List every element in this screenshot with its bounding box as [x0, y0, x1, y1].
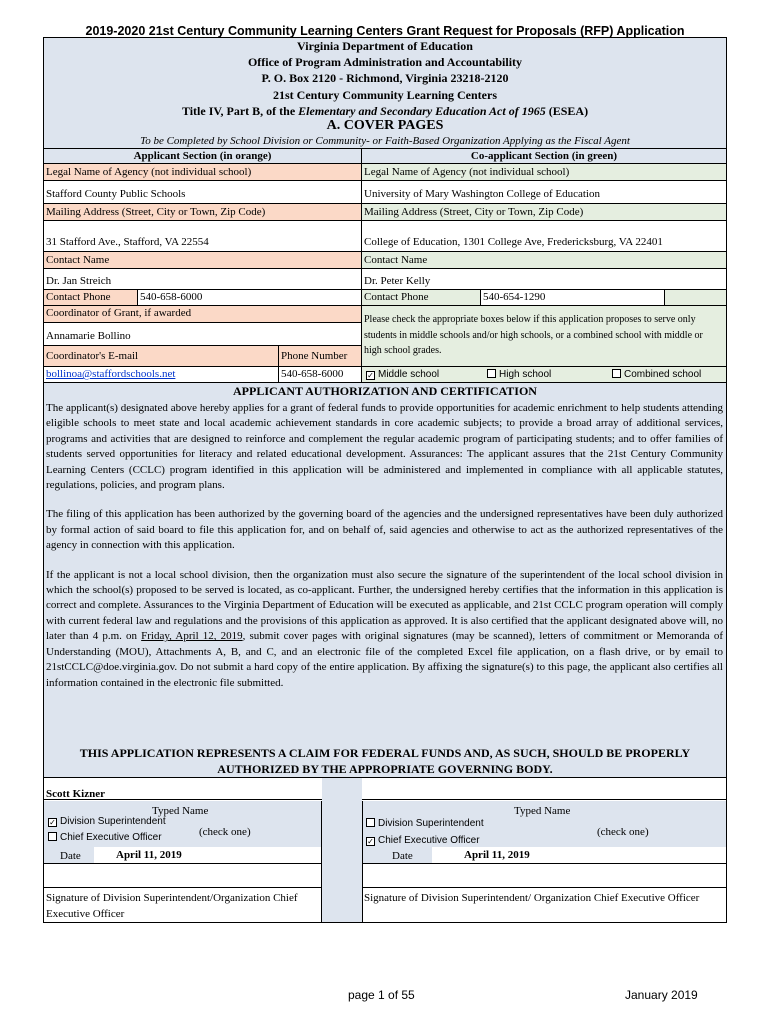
coapplicant-phone-label: Contact Phone [362, 290, 481, 306]
coapplicant-address[interactable]: College of Education, 1301 College Ave, Fredericksburg, VA 22401 [362, 221, 726, 252]
applicant-contact[interactable]: Dr. Jan Streich [44, 269, 362, 290]
subtitle: To be Completed by School Division or Community- or Faith-Based Organization Applying as the Fiscal Agent [44, 134, 726, 148]
applicant-signature-line[interactable] [44, 863, 322, 887]
middle-school-label: Middle school [378, 369, 440, 380]
coordinator-name[interactable]: Annamarie Bollino [44, 323, 362, 346]
coordinator-email-label: Coordinator's E-mail [44, 346, 279, 367]
header-line: 21st Century Community Learning Centers [273, 87, 497, 102]
applicant-ceo-check-icon [48, 832, 57, 841]
coordinator-phone[interactable]: 540-658-6000 [279, 367, 362, 383]
combined-school-checkbox[interactable] [612, 367, 701, 383]
coapplicant-signature-line[interactable] [362, 863, 726, 887]
applicant-legal-name[interactable]: Stafford County Public Schools [44, 181, 362, 204]
applicant-division-checkbox[interactable] [48, 816, 166, 827]
deadline-date: Friday, April 12, 2019 [141, 630, 243, 643]
coapplicant-date[interactable]: April 11, 2019 [432, 847, 726, 863]
signature-divider-left [321, 801, 322, 922]
certification-paragraph-2: The filing of this application has been authorized by the governing board of the agencies and the undersigned representatives have been duly authorized by formal action of said board to file this application for, and on behalf of, said agencies and otherwise to act as the authorized representatives of the agency in connection with this application. [46, 508, 723, 552]
high-school-label: High school [499, 369, 552, 380]
certification-block [44, 383, 726, 777]
header-line: Office of Program Administration and Accountability [247, 55, 523, 70]
coapplicant-division-checkbox[interactable] [366, 818, 484, 829]
applicant-signature-label: Signature of Division Superintendent/Organization Chief Executive Officer [44, 887, 322, 922]
coapplicant-typed-name-label: Typed Name [514, 805, 571, 817]
middle-school-checkbox[interactable] [366, 367, 439, 383]
schools-note: Please check the appropriate boxes below if this application proposes to serve only students in middle schools and/or high schools, or a combined school with middle or high school grades. [362, 306, 726, 367]
combined-school-label: Combined school [624, 369, 702, 380]
certification-paragraph-3: If the applicant is not a local school division, then the organization must also secure the signature of the superintendent of the local school division in which the school(s) proposed to be served is located, as co-applicant. Further, the undersigned hereby certifies that the information in this application is correct and complete. Assurances to the Virginia Department of Education will be executed as applicable, and 21st CCLC program operation will comply with current federal law and regulations and the provisions of this application as approved. It is also certified that the applicant designated above will, no later than 4 p.m. on Friday, April 12, 2019, submit cover pages with original signatures (may be scanned), letters of commitment or Memoranda of Understanding (MOU), Attachments A, B, and C, and an electronic file of the completed Excel file application, on a flash drive, or by email to 21stCCLC@doe.virginia.gov. Do not submit a hard copy of the entire application. By affixing the signature(s) to this page, the applicant also certifies all information contained in the electronic file submitted. [46, 568, 723, 689]
coapplicant-section-header: Co-applicant Section (in green) [362, 148, 726, 164]
section-title: A. COVER PAGES [326, 118, 444, 134]
coapplicant-ceo-checkbox[interactable] [366, 835, 480, 846]
high-school-checkbox[interactable] [487, 367, 551, 383]
applicant-typed-name-panel [44, 801, 322, 863]
school-type-row [362, 367, 726, 383]
federal-claim-notice: THIS APPLICATION REPRESENTS A CLAIM FOR FEDERAL FUNDS AND, AS SUCH, SHOULD BE PROPERLY AUTHORIZED BY THE APPROPRIATE GOVERNING BODY. [79, 746, 691, 776]
signature-name-row [44, 777, 726, 800]
applicant-typed-name-label: Typed Name [152, 805, 209, 817]
applicant-date[interactable]: April 11, 2019 [94, 847, 322, 863]
coapplicant-phone[interactable]: 540-654-1290 [481, 290, 665, 306]
coapplicant-address-label: Mailing Address (Street, City or Town, Zip Code) [362, 204, 726, 221]
document-title: 2019-2020 21st Century Community Learning Centers Grant Request for Proposals (RFP) Application [85, 24, 685, 38]
header-block [44, 38, 726, 135]
coapplicant-contact-label: Contact Name [362, 252, 726, 269]
applicant-division-check-icon: ✓ [49, 818, 56, 827]
applicant-contact-label: Contact Name [44, 252, 362, 269]
coapplicant-ceo-check-icon: ✓ [367, 837, 374, 846]
header-line: P. O. Box 2120 - Richmond, Virginia 23218-2120 [261, 71, 509, 86]
coapplicant-division-check-icon [366, 818, 375, 827]
coordinator-email-link[interactable]: bollinoa@staffordschools.net [46, 368, 176, 380]
certification-heading: APPLICANT AUTHORIZATION AND CERTIFICATION [233, 384, 537, 398]
coordinator-phone-label: Phone Number [279, 346, 362, 367]
applicant-date-label: Date [60, 850, 81, 862]
coapplicant-ceo-label: Chief Executive Officer [378, 835, 480, 846]
applicant-division-label: Division Superintendent [60, 816, 166, 827]
coapplicant-division-label: Division Superintendent [378, 818, 484, 829]
page-number: page 1 of 55 [348, 988, 415, 1002]
header-line: Virginia Department of Education [297, 39, 473, 53]
coapplicant-legal-name[interactable]: University of Mary Washington College of Education [362, 181, 726, 204]
high-school-check-icon [487, 369, 496, 378]
applicant-check-one: (check one) [199, 826, 251, 838]
coordinator-email[interactable] [44, 367, 279, 383]
coapplicant-check-one: (check one) [597, 826, 649, 838]
applicant-address[interactable]: 31 Stafford Ave., Stafford, VA 22554 [44, 221, 362, 252]
applicant-ceo-label: Chief Executive Officer [60, 832, 162, 843]
applicant-typed-name[interactable]: Scott Kizner [46, 788, 105, 800]
footer-date: January 2019 [625, 988, 698, 1002]
coordinator-label: Coordinator of Grant, if awarded [44, 306, 362, 323]
applicant-section-header: Applicant Section (in orange) [44, 148, 362, 164]
phone-ext-cell [665, 290, 726, 306]
coapplicant-typed-name-panel [362, 801, 726, 863]
signature-divider-right [362, 801, 363, 922]
signature-divider-column [322, 777, 362, 922]
coapplicant-signature-label: Signature of Division Superintendent/ Organization Chief Executive Officer [362, 887, 726, 922]
coapplicant-date-label: Date [392, 850, 413, 862]
middle-school-check-icon: ✓ [367, 371, 374, 380]
act-title: Title IV, Part B, of the Elementary and Secondary Education Act of 1965 (ESEA) [181, 103, 589, 118]
certification-paragraph-1: The applicant(s) designated above hereby applies for a grant of federal funds to provide opportunities for academic enrichment to help students attending eligible schools to meet state and local academic achievement standards in core academic subjects; to provide a broad array of additional services, programs and activities that are designed to reinforce and complement the regular academic program of participating students; and to offer families of students served opportunities for literacy and related educational development. Assurances: The applicant assures that the 21st Century Community Learning Centers (CCLC) program identified in this application will be administered and implemented in compliance with all applicable statutes, regulations, policies, and program plans. [46, 402, 723, 492]
coapplicant-contact[interactable]: Dr. Peter Kelly [362, 269, 726, 290]
applicant-phone[interactable]: 540-658-6000 [138, 290, 362, 306]
coapplicant-legal-name-label: Legal Name of Agency (not individual school) [362, 164, 726, 181]
applicant-ceo-checkbox[interactable] [48, 832, 162, 843]
combined-school-check-icon [612, 369, 621, 378]
applicant-phone-label: Contact Phone [44, 290, 138, 306]
applicant-legal-name-label: Legal Name of Agency (not individual school) [44, 164, 362, 181]
applicant-address-label: Mailing Address (Street, City or Town, Zip Code) [44, 204, 362, 221]
